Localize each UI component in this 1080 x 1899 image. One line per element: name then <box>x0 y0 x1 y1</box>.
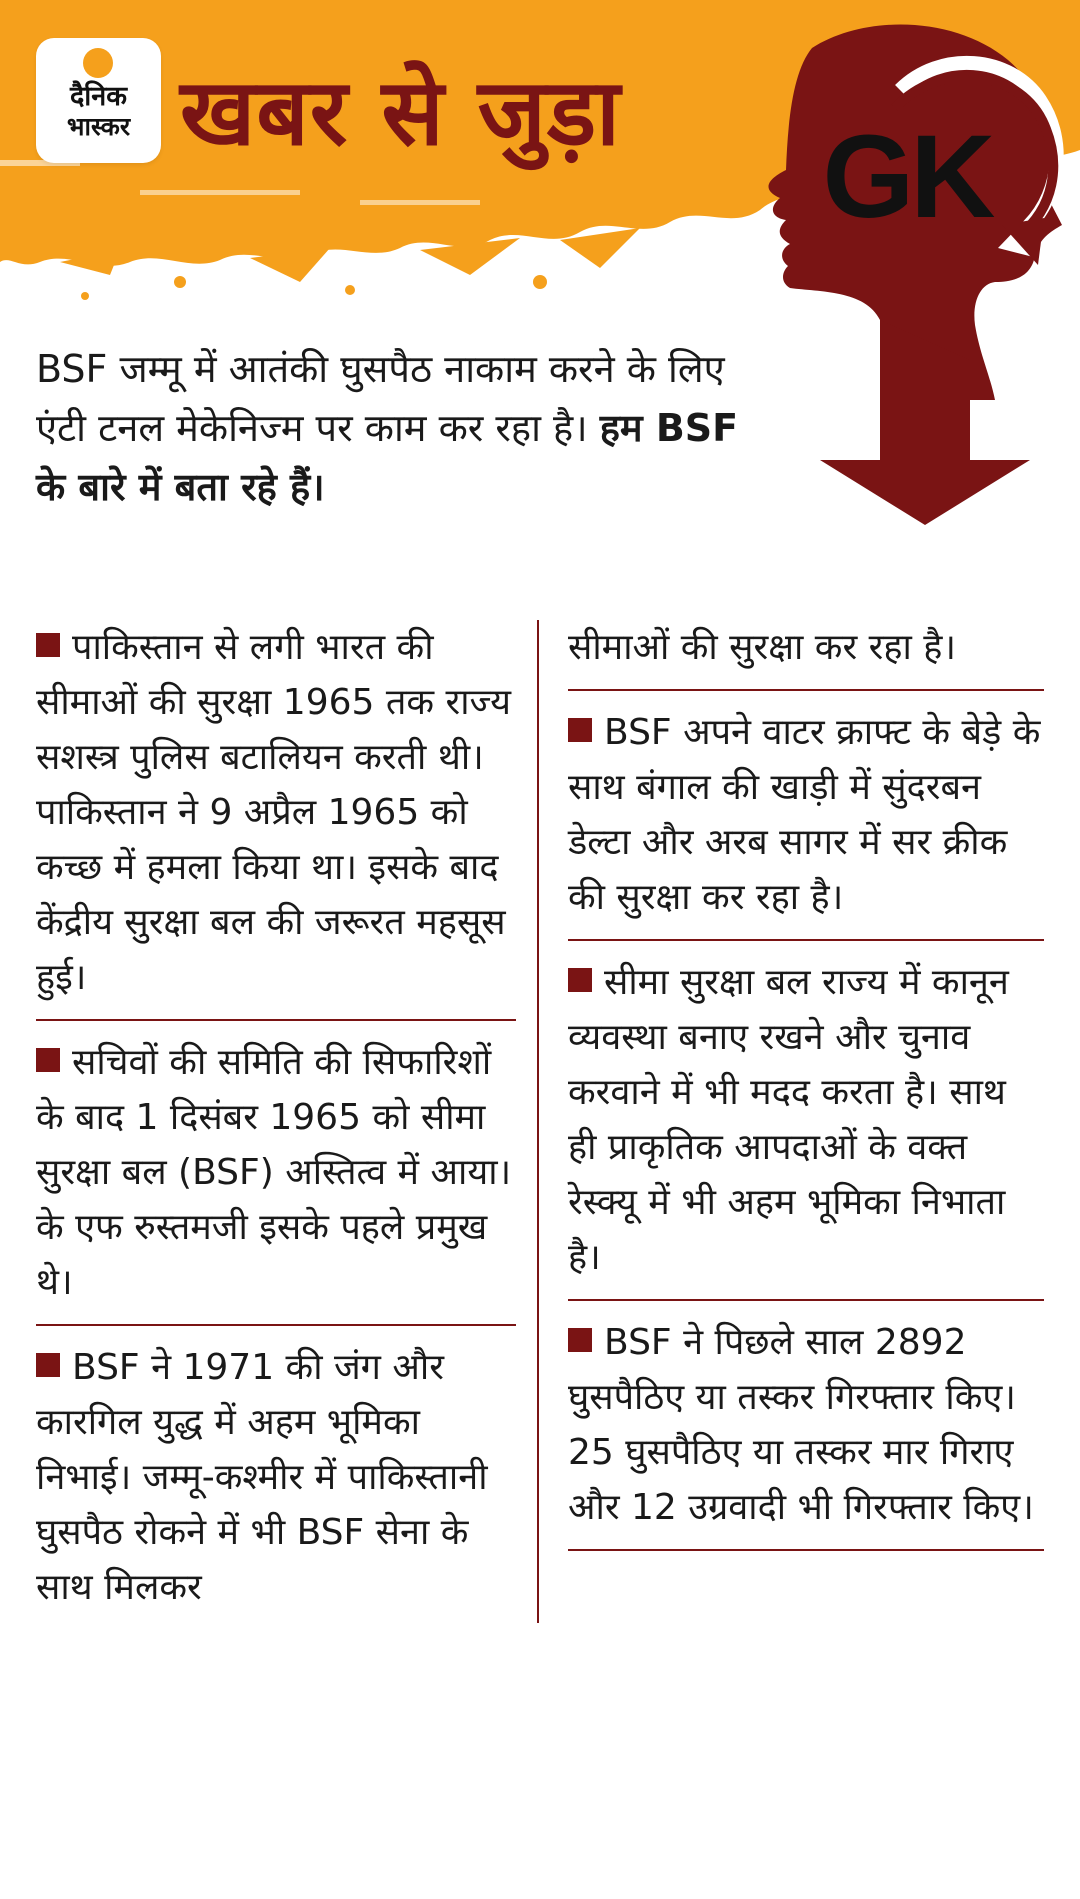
fact-text: सचिवों की समिति की सिफारिशों के बाद 1 दिसंबर 1965 को सीमा सुरक्षा बल (BSF) अस्तित्व में आया। के एफ रुस्तमजी इसके पहले प्रमुख थे। <box>36 1042 512 1303</box>
sun-icon <box>83 48 113 78</box>
fact-item <box>36 620 516 1019</box>
separator-line <box>36 1019 516 1021</box>
column-divider <box>537 620 539 1623</box>
separator-line <box>568 689 1044 691</box>
bullet-square-icon <box>36 633 60 657</box>
intro-bold-text: हम BSF के बारे में बता रहे हैं। <box>36 406 739 509</box>
separator-line <box>568 1549 1044 1551</box>
bullet-square-icon <box>568 968 592 992</box>
fact-text: BSF ने 1971 की जंग और कारगिल युद्ध में अहम भूमिका निभाई। जम्मू-कश्मीर में पाकिस्तानी घुसपैठ रोकने में भी BSF सेना के साथ मिलकर <box>36 1347 488 1608</box>
fact-text: BSF अपने वाटर क्राफ्ट के बेड़े के साथ बंगाल की खाड़ी में सुंदरबन डेल्टा और अरब सागर में सर क्रीक की सुरक्षा कर रहा है। <box>568 712 1041 918</box>
fact-text: पाकिस्तान से लगी भारत की सीमाओं की सुरक्षा 1965 तक राज्य सशस्त्र पुलिस बटालियन करती थी। पाकिस्तान ने 9 अप्रैल 1965 को कच्छ में हमला किया था। इसके बाद केंद्रीय सुरक्षा बल की जरूरत महसूस हुई। <box>36 627 511 998</box>
logo-line-2: भास्कर <box>66 112 131 141</box>
bullet-square-icon <box>568 718 592 742</box>
fact-item-continued <box>568 620 1044 689</box>
fact-text: सीमाओं की सुरक्षा कर रहा है। <box>568 627 956 668</box>
fact-text: सीमा सुरक्षा बल राज्य में कानून व्यवस्था बनाए रखने और चुनाव करवाने में भी मदद करता है। साथ ही प्राकृतिक आपदाओं के वक्त रेस्क्यू में भी अहम भूमिका निभाता है। <box>568 962 1009 1278</box>
dainik-bhaskar-logo <box>36 38 161 163</box>
separator-line <box>36 1324 516 1326</box>
bullet-square-icon <box>568 1328 592 1352</box>
logo-line-1: दैनिक <box>69 81 128 112</box>
bullet-square-icon <box>36 1048 60 1072</box>
intro-paragraph <box>36 340 766 517</box>
separator-line <box>568 939 1044 941</box>
fact-item <box>568 955 1044 1299</box>
right-column <box>568 620 1044 1565</box>
page-title: खबर से जुड़ा <box>180 59 621 166</box>
fact-item <box>36 1035 516 1324</box>
fact-text: BSF ने पिछले साल 2892 घुसपैठिए या तस्कर गिरफ्तार किए। 25 घुसपैठिए या तस्कर मार गिराए और 12 उग्रवादी भी गिरफ्तार किए। <box>568 1322 1034 1528</box>
fact-item <box>568 705 1044 939</box>
gk-badge: GK <box>822 111 992 243</box>
fact-item <box>36 1340 516 1629</box>
left-column <box>36 620 516 1629</box>
separator-line <box>568 1299 1044 1301</box>
fact-item <box>568 1315 1044 1549</box>
intro-text: BSF जम्मू में आतंकी घुसपैठ नाकाम करने के लिए एंटी टनल मेकेनिज्म पर काम कर रहा है। <box>36 347 725 450</box>
bullet-square-icon <box>36 1353 60 1377</box>
